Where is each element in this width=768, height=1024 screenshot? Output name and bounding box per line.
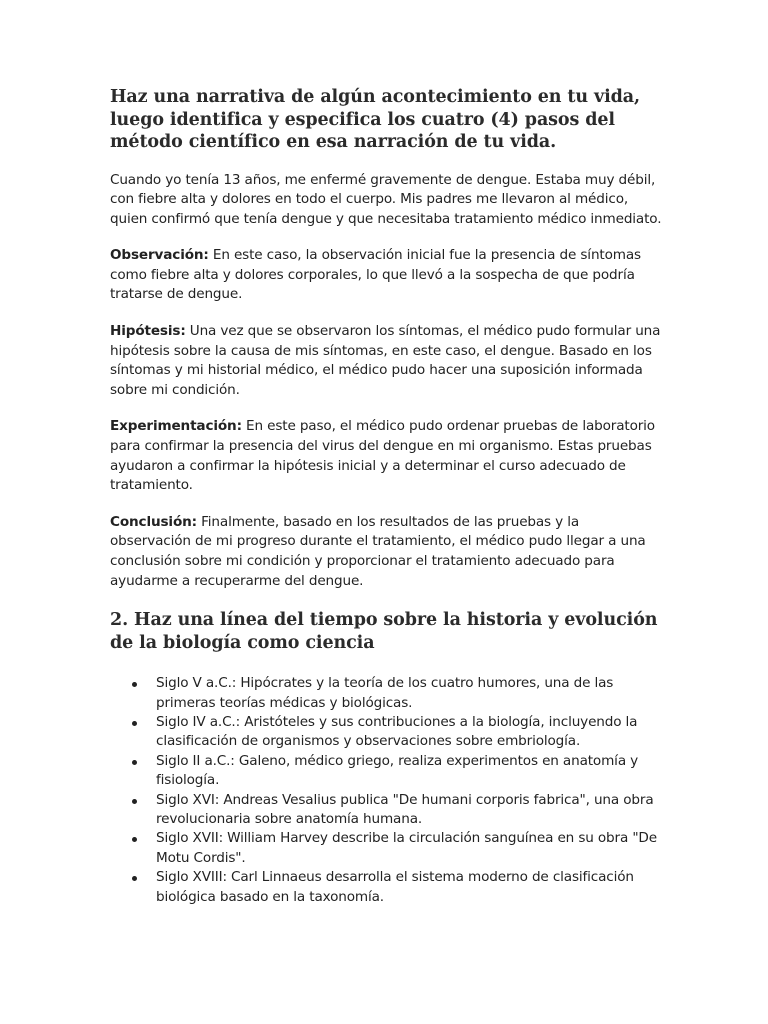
step-experimentation xyxy=(110,417,662,495)
section2-heading: 2. Haz una línea del tiempo sobre la historia y evolución de la biología como ciencia xyxy=(110,610,658,653)
narrative-intro: Cuando yo tenía 13 años, me enfermé gravemente de dengue. Estaba muy débil, con fiebre alta y dolores en todo el cuerpo. Mis padres me llevaron al médico, quien confirmó que tenía dengue y que necesitaba tratamiento médico inmediato. xyxy=(110,171,662,227)
list-item-text: Siglo XVI: Andreas Vesalius publica "De humani corporis fabrica", una obra revolucionaria sobre anatomía humana. xyxy=(156,791,654,828)
bullet-icon xyxy=(132,876,137,881)
list-item-text: Siglo XVIII: Carl Linnaeus desarrolla el sistema moderno de clasificación biológica basado en la taxonomía. xyxy=(156,869,634,905)
bullet-icon xyxy=(132,837,137,842)
list-item-text: Siglo XVII: William Harvey describe la circulación sanguínea en su obra "De Motu Cordis". xyxy=(156,830,657,866)
step-text: En este paso, el médico pudo ordenar pruebas de laboratorio para confirmar la presencia del virus del dengue en mi organismo. Estas pruebas ayudaron a confirmar la hipótesis inicial y a determinar el curso adecuado de tratamiento. xyxy=(110,418,655,494)
timeline-list xyxy=(110,674,662,907)
bullet-icon xyxy=(132,799,137,804)
step-label: Experimentación: xyxy=(110,418,242,435)
bullet-icon xyxy=(132,760,137,765)
step-label: Conclusión: xyxy=(110,513,197,530)
step-hypothesis xyxy=(110,322,662,400)
step-text: Una vez que se observaron los síntomas, el médico pudo formular una hipótesis sobre la causa de mis síntomas, en este caso, el dengue. Basado en los síntomas y mi historial médico, el médico pudo hacer una suposición informada sobre mi condición. xyxy=(110,323,661,398)
document-page xyxy=(110,86,662,907)
step-text: Finalmente, basado en los resultados de las pruebas y la observación de mi progreso durante el tratamiento, el médico pudo llegar a una conclusión sobre mi condición y proporcionar el tratamiento adecuado para ayudarme a recuperarme del dengue. xyxy=(110,513,646,589)
bullet-icon xyxy=(132,721,137,726)
list-item xyxy=(110,791,662,830)
list-item-text: Siglo IV a.C.: Aristóteles y sus contribuciones a la biología, incluyendo la clasificación de organismos y observaciones sobre embriología. xyxy=(156,714,638,750)
section1-heading: Haz una narrativa de algún acontecimiento en tu vida, luego identifica y especifica los cuatro (4) pasos del método científico en esa narración de tu vida. xyxy=(110,87,640,152)
step-conclusion xyxy=(110,513,662,591)
list-item-text: Siglo V a.C.: Hipócrates y la teoría de los cuatro humores, una de las primeras teorías médicas y biológicas. xyxy=(156,675,614,711)
step-text: En este caso, la observación inicial fue la presencia de síntomas como fiebre alta y dolores corporales, lo que llevó a la sospecha de que podría tratarse de dengue. xyxy=(110,247,641,303)
list-item xyxy=(110,674,662,713)
list-item xyxy=(110,829,662,868)
list-item-text: Siglo II a.C.: Galeno, médico griego, realiza experimentos en anatomía y fisiología. xyxy=(156,752,639,789)
step-label: Hipótesis: xyxy=(110,323,186,340)
list-item xyxy=(110,713,662,752)
list-item xyxy=(110,868,662,907)
step-observation xyxy=(110,246,662,305)
bullet-icon xyxy=(132,682,137,687)
step-label: Observación: xyxy=(110,247,209,264)
list-item xyxy=(110,752,662,791)
